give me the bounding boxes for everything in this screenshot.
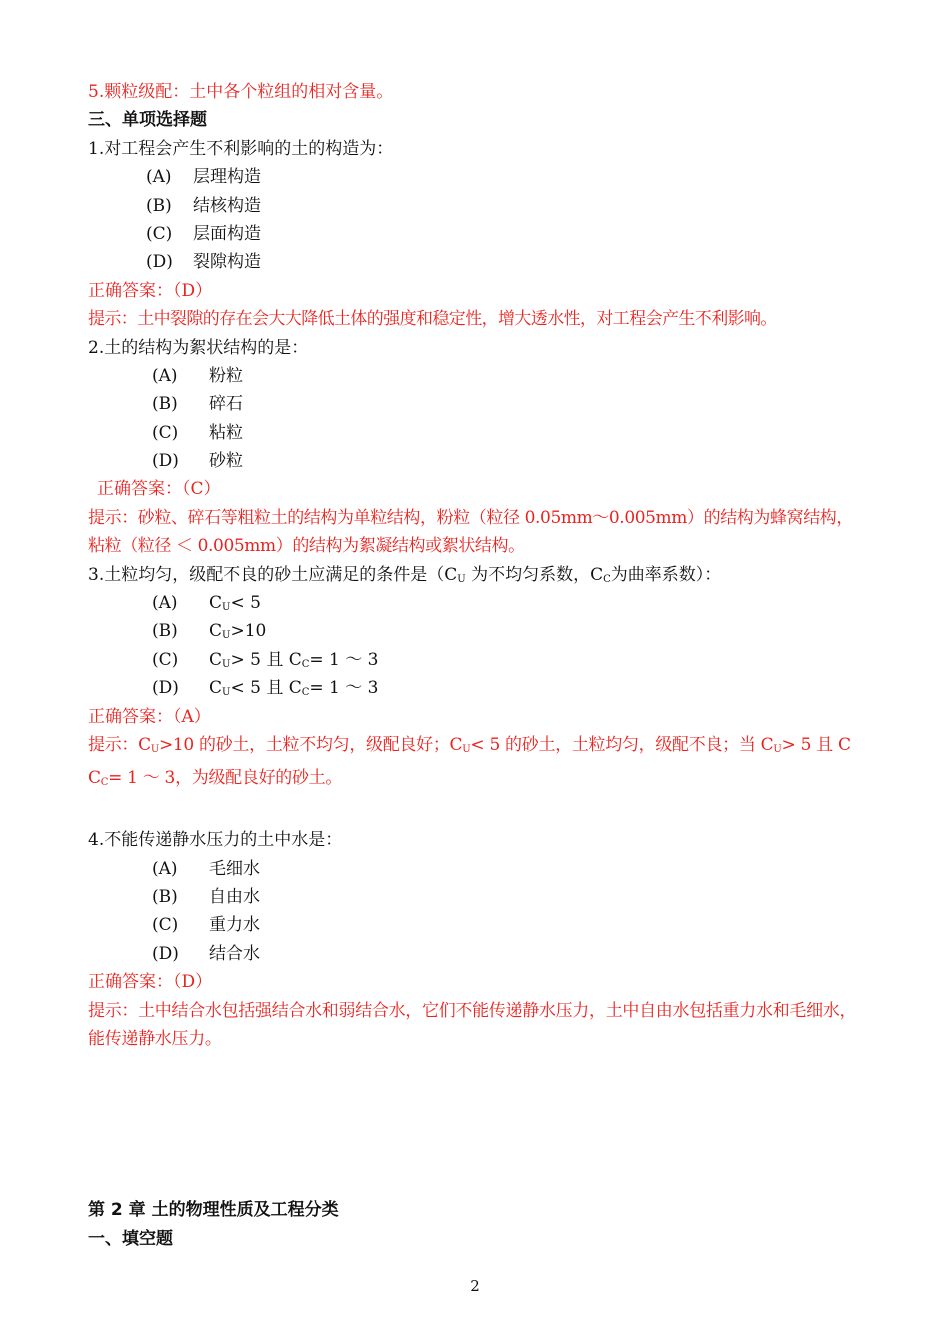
option-key: (A) [146, 167, 172, 188]
question-4: 4.不能传递静水压力的土中水是： [88, 830, 343, 851]
q2-answer: 正确答案：（C） [97, 479, 221, 500]
option-text: 砂粒 [209, 451, 243, 472]
q2-hint: 提示：砂粒、碎石等粗粒土的结构为单粒结构，粉粒（粒径 0.05mm～0.005mm）的结构为蜂窝结构，粘粒（粒径 ＜ 0.005mm）的结构为絮凝结构或絮状结构。 [88, 507, 854, 557]
hint-text: > 5 且 C [781, 735, 851, 756]
question-2: 2.土的结构为絮状结构的是： [88, 337, 309, 358]
option-text: = 1 ～ 3 [309, 649, 379, 670]
page-number: 2 [470, 1277, 480, 1295]
option-text: > 5 且 C [230, 649, 302, 670]
q3-text-1: 3.土粒均匀，级配不良的砂土应满足的条件是（C [88, 564, 458, 585]
subscript-c: C [603, 573, 611, 585]
option-key: (A) [152, 593, 178, 614]
option-text: < 5 [230, 593, 261, 614]
option-text: >10 [230, 621, 267, 642]
q3-text-2: 为不均匀系数，C [465, 564, 604, 585]
q2-option-a [88, 362, 863, 390]
option-text: 毛细水 [209, 858, 260, 879]
definition-particle-gradation: 5.颗粒级配：土中各个粒组的相对含量。 [88, 82, 394, 102]
option-key: (B) [152, 621, 178, 642]
q4-option-b [88, 883, 863, 911]
subscript-c: C [100, 777, 109, 789]
q1-option-c [88, 220, 863, 248]
option-text: C [209, 593, 223, 614]
option-text: 重力水 [209, 915, 260, 936]
subscript-c: C [301, 687, 310, 699]
option-text: C [209, 649, 223, 670]
spacer [88, 798, 863, 826]
option-key: (D) [152, 678, 179, 699]
option-text: 碎石 [209, 394, 243, 415]
option-text: 结核构造 [193, 195, 261, 216]
q1-hint: 提示：土中裂隙的存在会大大降低土体的强度和稳定性，增大透水性，对工程会产生不利影响。 [88, 309, 777, 330]
option-key: (D) [152, 943, 179, 964]
question-1: 1.对工程会产生不利影响的土的构造为： [88, 138, 394, 159]
option-key: (C) [152, 422, 179, 443]
q3-hint [88, 731, 863, 798]
subscript-u: U [222, 630, 231, 642]
option-text: 粉粒 [209, 365, 243, 386]
option-text: C [209, 678, 223, 699]
option-text: 层理构造 [193, 167, 261, 188]
hint-text: >10 的砂土，土粒不均匀，级配良好；C [158, 735, 463, 756]
subscript-u: U [222, 687, 231, 699]
q3-option-a [88, 589, 863, 617]
option-text: 自由水 [209, 887, 260, 907]
option-text: = 1 ～ 3 [309, 678, 379, 699]
spacer [88, 1053, 863, 1193]
subscript-u: U [150, 744, 159, 756]
document-page [88, 78, 863, 1253]
option-text: 粘粒 [209, 422, 243, 443]
q2-option-b [88, 390, 863, 418]
q1-option-b [88, 192, 863, 220]
q4-option-d [88, 940, 863, 968]
q3-option-b [88, 617, 863, 645]
option-key: (C) [152, 649, 179, 670]
option-text: C [209, 621, 223, 642]
hint-text: C [88, 768, 101, 789]
option-key: (C) [146, 223, 173, 244]
q1-option-a [88, 163, 863, 191]
option-key: (D) [152, 451, 179, 472]
subscript-u: U [773, 744, 782, 756]
chapter-heading: 第 2 章 土的物理性质及工程分类 [88, 1200, 339, 1221]
q2-option-c [88, 419, 863, 447]
option-key: (B) [146, 195, 172, 216]
hint-text: = 1 ～ 3，为级配良好的砂土。 [108, 768, 343, 789]
hint-text: 提示：C [88, 735, 151, 756]
q3-option-c [88, 646, 863, 674]
q4-option-c [88, 911, 863, 939]
q3-option-d [88, 674, 863, 702]
q1-answer: 正确答案：（D） [88, 280, 213, 301]
q4-answer: 正确答案：（D） [88, 972, 213, 993]
option-key: (D) [146, 252, 173, 273]
q3-answer: 正确答案：（A） [88, 706, 211, 727]
subscript-c: C [301, 658, 310, 670]
subscript-u: U [222, 658, 231, 670]
option-key: (B) [152, 887, 178, 907]
option-key: (C) [152, 915, 179, 936]
option-text: 裂隙构造 [193, 252, 261, 273]
option-text: 结合水 [209, 943, 260, 964]
q1-option-d [88, 248, 863, 276]
subscript-u: U [222, 602, 231, 614]
subscript-u: U [457, 573, 466, 585]
section-heading-single-choice: 三、单项选择题 [88, 110, 207, 131]
option-key: (A) [152, 858, 178, 879]
question-3 [88, 561, 863, 589]
q4-option-a [88, 855, 863, 883]
hint-text: < 5 的砂土，土粒均匀，级配不良；当 C [470, 735, 774, 756]
option-text: 层面构造 [193, 223, 261, 244]
option-text: < 5 且 C [230, 678, 302, 699]
option-key: (A) [152, 365, 178, 386]
subscript-u: U [462, 744, 471, 756]
q4-hint: 提示：土中结合水包括强结合水和弱结合水，它们不能传递静水压力，土中自由水包括重力水和毛细水，能传递静水压力。 [88, 1000, 857, 1049]
q3-text-3: 为曲率系数）： [610, 564, 722, 585]
section-heading-fill-blank: 一、填空题 [88, 1228, 173, 1249]
q2-option-d [88, 447, 863, 475]
option-key: (B) [152, 394, 178, 415]
